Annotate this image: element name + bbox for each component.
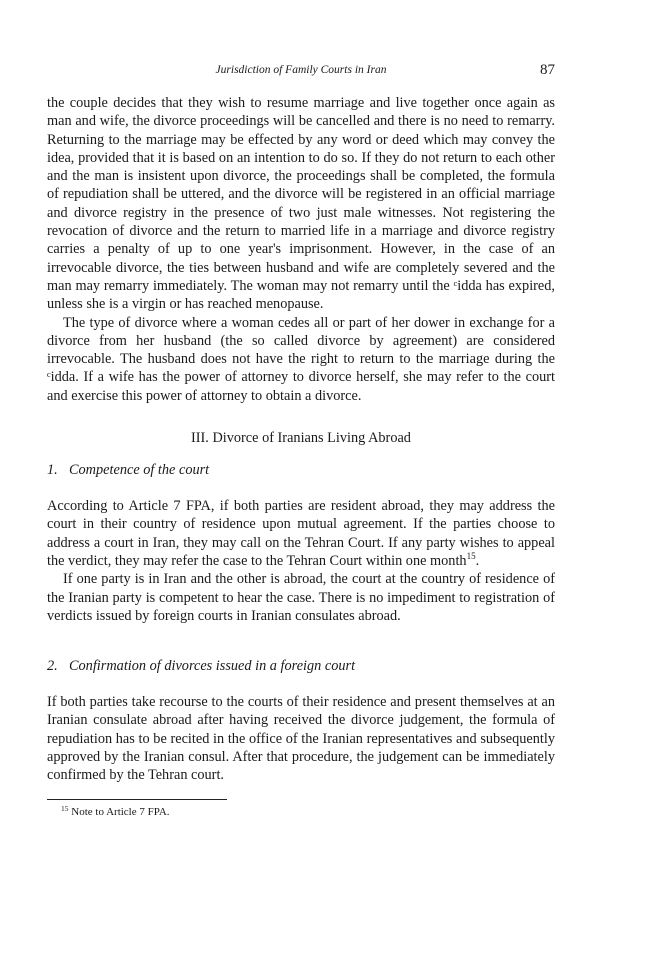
- subsection-title: Confirmation of divorces issued in a foreign court: [69, 658, 356, 675]
- section-heading: III. Divorce of Iranians Living Abroad: [191, 430, 411, 447]
- body-paragraph: If both parties take recourse to the courts of their residence and present themselves at an Iranian consulate abroad after having received the divorce judgement, the formula of repudiation has to be recited in the office of the Iranian representatives and subsequently approved by the Iranian consul. After that procedure, the judgement can be immediately confirmed by the Tehran court.: [47, 694, 555, 784]
- footnote-reference[interactable]: 15: [466, 550, 476, 561]
- paragraph-end: .: [475, 552, 480, 569]
- book-page: [47, 62, 555, 818]
- footnote-text: Note to Article 7 FPA.: [71, 805, 170, 818]
- subsection-number: 2.: [47, 658, 58, 675]
- footnote-number: 15: [61, 803, 69, 813]
- subsection-title: Competence of the court: [69, 462, 210, 479]
- body-paragraph: [47, 497, 555, 570]
- paragraph-text: According to Article 7 FPA, if both parties are resident abroad, they may address the court in their country of residence upon mutual agreement. If the parties choose to address a court in Iran, they may call on the Tehran Court. If any party wishes to appeal the verdict, they may refer the case to the Tehran Court within one month: [47, 498, 555, 569]
- body-paragraph: The type of divorce where a woman cedes all or part of her dower in exchange for a divorce from her husband (the so called divorce by agreement) are considered irrevocable. The husband does not have the right to return to the marriage during the ᶜidda. If a wife has the power of attorney to divorce herself, she may refer to the court and exercise this power of attorney to obtain a divorce.: [47, 314, 555, 404]
- footnote-divider: [47, 799, 227, 800]
- subsection-heading-1: [47, 461, 555, 479]
- running-title: Jurisdiction of Family Courts in Iran: [215, 64, 387, 76]
- subsection-number: 1.: [47, 462, 58, 479]
- body-paragraph: If one party is in Iran and the other is abroad, the court at the country of residence of the Iranian party is competent to hear the case. There is no impediment to registration of verdicts issued by foreign courts in Iranian consulates abroad.: [47, 571, 555, 624]
- footnote: [47, 803, 555, 818]
- running-head: [47, 62, 555, 84]
- body-paragraph: the couple decides that they wish to resume marriage and live together once again as man and wife, the divorce proceedings will be cancelled and there is no need to remarry. Returning to the marriage may be effected by any word or deed which may convey the idea, provided that it is based on an intention to do so. If they do not return to each other and the man is insistent upon divorce, the proceedings shall be completed, the formula of repudiation shall be uttered, and the divorce will be registered in an official marriage and divorce registry in the presence of two just male witnesses. Not registering the revocation of divorce and the return to married life in a marriage and divorce registry carries a penalty of up to one year's imprisonment. However, in the case of an irrevocable divorce, the ties between husband and wife are completely severed and the man may remarry immediately. The woman may not remarry until the ᶜidda has expired, unless she is a virgin or has reached menopause.: [47, 95, 555, 313]
- page-number: 87: [540, 62, 555, 78]
- subsection-heading-2: [47, 657, 555, 675]
